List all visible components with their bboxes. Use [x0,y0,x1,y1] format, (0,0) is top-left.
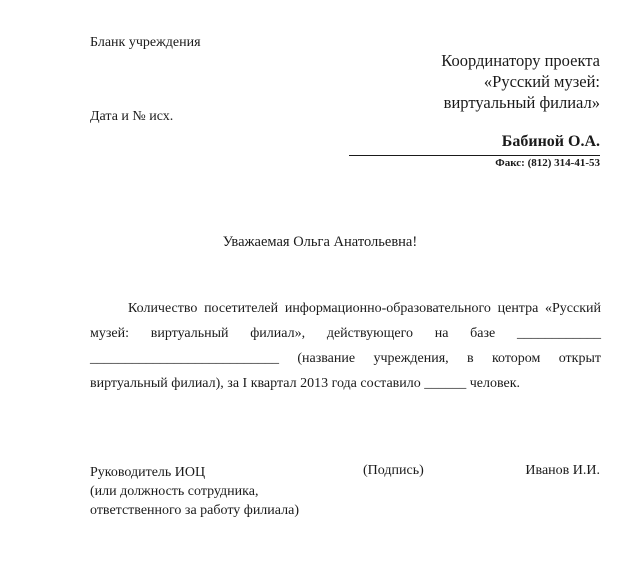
addressee-line-2: «Русский музей: [483,72,600,91]
addressee-line-1: Координатору проекта [441,51,600,70]
institution-blank-1: ____________ [517,326,602,341]
addressee-underline [349,155,600,156]
visitor-count-blank: ______ [424,376,467,391]
institution-letterhead-label: Бланк учреждения [90,35,201,50]
salutation: Уважаемая Ольга Анатольевна! [222,234,418,250]
fax-number: Факс: (812) 314-41-53 [495,157,600,169]
signature-placeholder: (Подпись) [363,463,424,478]
institution-blank-2: ___________________________ [90,351,279,366]
addressee-block [441,50,600,113]
body-text-part-1: Количество посетителей информационно-образовательного центра «Русский музей: виртуальный филиал», действующего на базе [90,301,601,341]
body-text-part-2: (название учреждения, в котором открыт виртуальный филиал), за I квартал 2013 года составило [90,351,601,391]
signatory-role-line-2: (или должность сотрудника, [90,484,259,499]
body-text-part-3: человек. [469,376,521,391]
addressee-line-3: виртуальный филиал» [443,93,600,112]
letter-body [90,296,601,396]
addressee-surname: Бабиной О.А. [501,133,600,150]
date-number-label: Дата и № исх. [90,109,174,124]
signatory-role [90,463,299,520]
signatory-role-line-1: Руководитель ИОЦ [90,465,206,480]
signatory-role-line-3: ответственного за работу филиала) [90,503,299,518]
signatory-name: Иванов И.И. [525,463,600,478]
